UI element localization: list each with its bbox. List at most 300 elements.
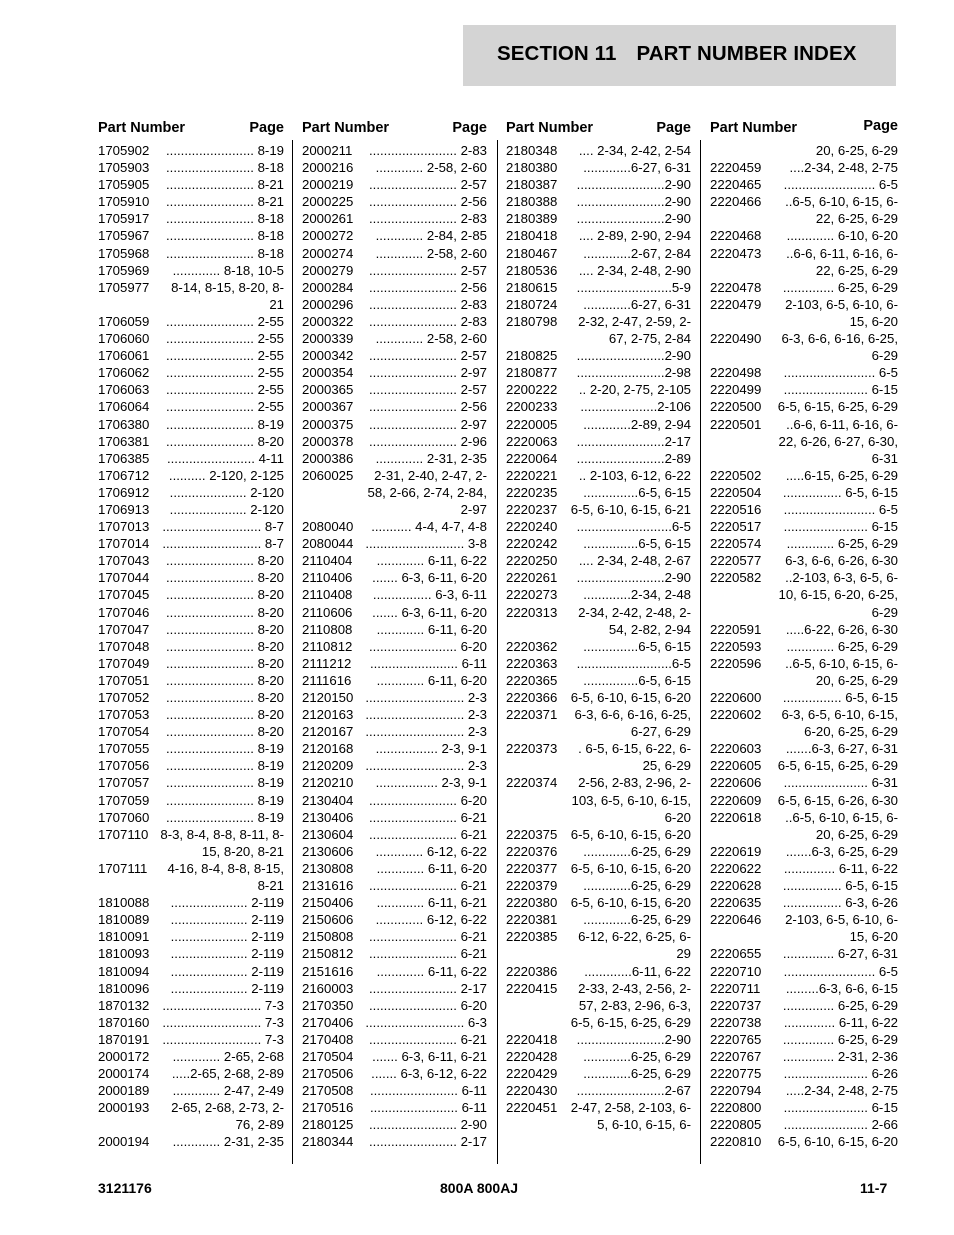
page-references: ................ 6-3, 6-11 — [372, 587, 487, 603]
index-entry — [710, 398, 898, 415]
part-number: 1706059 — [98, 313, 150, 329]
page-references: ........................ 6-11 — [369, 655, 487, 671]
page-references: .............6-25, 6-29 — [583, 843, 691, 859]
part-number: 2000342 — [302, 348, 354, 364]
index-entry — [98, 313, 284, 330]
index-entry — [302, 450, 487, 467]
page-references: ........................... 2-3 — [365, 690, 487, 705]
part-number: 1707047 — [98, 621, 150, 637]
index-entry — [506, 279, 691, 296]
part-number: 2220381 — [506, 912, 558, 928]
page-references: ........... 4-4, 4-7, 4-8 — [371, 519, 487, 535]
part-number: 2000378 — [302, 433, 354, 449]
part-number: 1705968 — [98, 245, 150, 261]
page-references: ........................ 8-19 — [166, 792, 284, 808]
index-entry — [710, 364, 898, 381]
page-references: ........................ 8-19 — [166, 775, 284, 791]
page-references: 6-3, 6-6, 6-16, 6-25, 6-29 — [781, 331, 898, 364]
index-entry — [710, 774, 898, 791]
page-references: ........................ 2-55 — [166, 382, 284, 398]
part-number: 2170406 — [302, 1014, 354, 1030]
index-entry — [710, 552, 898, 569]
page-references: ........................ 8-20 — [166, 672, 284, 688]
part-number: 2000365 — [302, 382, 354, 398]
page-references: ........................... 8-7 — [162, 536, 284, 552]
page-references: ........................ 6-11 — [369, 1100, 487, 1116]
page-references: ........................ 2-56 — [369, 399, 487, 415]
page-references: ............. 2-65, 2-68 — [172, 1048, 284, 1064]
page-references: ........................ 8-19 — [166, 758, 284, 774]
part-number: 2000354 — [302, 365, 354, 381]
part-number: 1810096 — [98, 980, 150, 996]
page-references: ........................ 2-56 — [369, 194, 487, 210]
index-entry — [710, 484, 898, 501]
index-entry — [506, 638, 691, 655]
part-number: 2170516 — [302, 1100, 354, 1116]
page-references: ....... 6-3, 6-11, 6-20 — [372, 570, 487, 586]
index-entry — [710, 279, 898, 296]
part-number: 1707045 — [98, 587, 150, 603]
index-entry — [302, 347, 487, 364]
page-references: ........................ 8-20 — [166, 553, 284, 569]
part-number: 2220385 — [506, 929, 558, 945]
part-number: 1706385 — [98, 450, 150, 466]
index-entry — [98, 723, 284, 740]
page-references: ......................... 6-5 — [783, 365, 898, 381]
part-number: 1707060 — [98, 809, 150, 825]
page-references: .... 2-34, 2-48, 2-67 — [578, 553, 691, 569]
part-number: 2000261 — [302, 211, 354, 227]
index-entry — [710, 381, 898, 398]
part-number: 2220235 — [506, 484, 558, 500]
page-references: ..................... 2-119 — [170, 963, 284, 979]
page-references: ..................... 2-119 — [170, 895, 284, 911]
index-entry — [506, 227, 691, 244]
page-references: 6-12, 6-22, 6-25, 6-29 — [578, 929, 691, 962]
index-entry — [302, 176, 487, 193]
index-entry — [302, 757, 487, 774]
page-references: ........................ 2-90 — [369, 1117, 487, 1133]
index-entry — [98, 364, 284, 381]
page-references: .............. 6-11, 6-22 — [783, 1014, 898, 1030]
index-entry — [506, 296, 691, 313]
part-number: 2080044 — [302, 536, 354, 552]
part-number: 2180387 — [506, 177, 558, 193]
part-number: 2220498 — [710, 365, 762, 381]
part-number: 1706062 — [98, 365, 150, 381]
part-number: 1706060 — [98, 331, 150, 347]
page-references: 2-103, 6-5, 6-10, 6-15, 6-20 — [785, 912, 898, 945]
index-entry — [302, 604, 487, 621]
page-references: ............. 6-11, 6-20 — [376, 860, 487, 876]
part-number: 1706061 — [98, 348, 150, 364]
part-number: 2000219 — [302, 177, 354, 193]
index-entry — [302, 1048, 487, 1065]
page-references: ............. 6-25, 6-29 — [786, 638, 898, 654]
page-references: ........................ 6-20 — [369, 997, 487, 1013]
index-entry — [710, 1116, 898, 1133]
index-entry — [98, 193, 284, 210]
index-entry — [710, 1082, 898, 1099]
index-entry — [98, 689, 284, 706]
part-number: 2220501 — [710, 416, 762, 432]
page-references: ................. 2-3, 9-1 — [375, 775, 487, 791]
part-number: 2170506 — [302, 1066, 354, 1082]
index-entry — [98, 245, 284, 262]
part-number: 2220376 — [506, 843, 558, 859]
index-entry — [98, 638, 284, 655]
index-entry — [98, 416, 284, 433]
index-entry — [710, 193, 898, 227]
index-entry — [506, 518, 691, 535]
index-entry — [302, 279, 487, 296]
index-entry — [98, 227, 284, 244]
index-entry — [710, 740, 898, 757]
column-header — [710, 118, 898, 138]
part-number: 2150808 — [302, 929, 354, 945]
page-references: .....................2-106 — [580, 399, 691, 415]
page-references: ........................... 6-3 — [365, 1014, 487, 1030]
part-number: 1707044 — [98, 570, 150, 586]
part-number: 2200233 — [506, 399, 558, 415]
page-references: ..........................5-9 — [576, 279, 691, 295]
index-entry — [302, 706, 487, 723]
page-references: ........................2-90 — [576, 177, 691, 193]
page-references: ....2-34, 2-48, 2-75 — [789, 160, 898, 176]
index-entry — [98, 450, 284, 467]
index-entry — [302, 740, 487, 757]
page-references: .. 2-20, 2-75, 2-105 — [578, 382, 691, 398]
part-number: 2220628 — [710, 878, 762, 894]
page-references: ........................2-90 — [576, 348, 691, 364]
part-number: 2000174 — [98, 1066, 150, 1082]
part-number: 1707046 — [98, 604, 150, 620]
page-references: ....................... 6-31 — [783, 775, 898, 791]
part-number: 2120168 — [302, 741, 354, 757]
index-entry — [710, 894, 898, 911]
index-entry — [98, 501, 284, 518]
part-number: 2110404 — [302, 553, 353, 569]
page-references: 2-31, 2-40, 2-47, 2-58, 2-66, 2-74, 2-84, 2-97 — [367, 467, 487, 517]
index-entry — [302, 843, 487, 860]
part-number: 2220371 — [506, 707, 558, 723]
part-number: 2220242 — [506, 536, 558, 552]
index-entry — [302, 1031, 487, 1048]
part-number: 2000225 — [302, 194, 354, 210]
page-references: ........................ 8-19 — [166, 741, 284, 757]
index-entry — [302, 860, 487, 877]
page-references: ........................... 2-3 — [365, 724, 487, 740]
part-number: 2130404 — [302, 792, 354, 808]
part-number: 2220602 — [710, 707, 762, 723]
part-number: 2220273 — [506, 587, 558, 603]
index-entry — [710, 176, 898, 193]
index-entry — [302, 638, 487, 655]
page-references: ........................ 8-20 — [166, 655, 284, 671]
page-references: ........................ 2-96 — [369, 433, 487, 449]
index-entry — [98, 398, 284, 415]
index-entry — [302, 1133, 487, 1150]
footer-model: 800A 800AJ — [440, 1180, 519, 1196]
page-references: ........................ 2-83 — [369, 313, 487, 329]
part-number: 1810094 — [98, 963, 150, 979]
section-title — [497, 42, 857, 66]
page-references: ............. 2-47, 2-49 — [172, 1083, 284, 1099]
page-references: ........................ 8-20 — [166, 690, 284, 705]
part-number: 2220374 — [506, 775, 558, 791]
part-number: 2220499 — [710, 382, 762, 398]
part-number: 2220516 — [710, 501, 762, 517]
part-number: 2220606 — [710, 775, 762, 791]
entry-list — [302, 142, 487, 1151]
part-number: 2000375 — [302, 416, 354, 432]
part-number: 1707048 — [98, 638, 150, 654]
part-number-heading: Part Number — [302, 120, 390, 136]
index-entry — [710, 569, 898, 620]
page-references: 8-3, 8-4, 8-8, 8-11, 8-15, 8-20, 8-21 — [160, 826, 284, 859]
page-references: 8-14, 8-15, 8-20, 8-21 — [171, 279, 284, 312]
page-references: ........................ 8-20 — [166, 433, 284, 449]
part-number: 2000211 — [302, 143, 353, 158]
part-number: 1707111 — [98, 860, 148, 876]
index-entry — [98, 569, 284, 586]
column-header — [302, 118, 487, 138]
part-number: 2000386 — [302, 450, 354, 466]
part-number: 2130808 — [302, 860, 354, 876]
index-entry — [302, 894, 487, 911]
index-entry — [302, 1082, 487, 1099]
index-entry — [710, 1014, 898, 1031]
page-references: 2-34, 2-42, 2-48, 2-54, 2-82, 2-94 — [578, 604, 691, 637]
index-entry — [98, 928, 284, 945]
part-number: 2220468 — [710, 228, 762, 244]
index-entry — [98, 1048, 284, 1065]
index-entry — [302, 911, 487, 928]
index-entry — [506, 484, 691, 501]
page-references: ..................... 2-119 — [170, 929, 284, 945]
page-references: .............2-67, 2-84 — [583, 245, 691, 261]
part-number: 2220451 — [506, 1100, 558, 1116]
part-number: 2000279 — [302, 262, 354, 278]
entry-list — [506, 142, 691, 1133]
page-references: .............. 6-11, 6-22 — [783, 860, 898, 876]
page-references: ....... 6-3, 6-11, 6-20 — [372, 604, 487, 620]
page-references: ........................... 7-3 — [162, 1014, 284, 1030]
part-number: 2130606 — [302, 843, 354, 859]
index-entry — [506, 142, 691, 159]
index-entry — [710, 911, 898, 945]
page-references: ....................... 6-26 — [783, 1066, 898, 1082]
page-references: 6-3, 6-6, 6-26, 6-30 — [785, 553, 898, 569]
part-number: 2220380 — [506, 895, 558, 911]
part-number: 1706064 — [98, 399, 150, 415]
index-entry — [98, 655, 284, 672]
page-references: .....2-34, 2-48, 2-75 — [785, 1083, 898, 1099]
part-number: 2110808 — [302, 621, 353, 637]
part-number: 2220466 — [710, 194, 762, 210]
page-references: ........................ 8-19 — [166, 809, 284, 825]
part-number: 2000296 — [302, 296, 354, 312]
page-references: ........................ 2-55 — [166, 348, 284, 364]
index-entry — [98, 279, 284, 313]
page-references: ............. 2-58, 2-60 — [375, 331, 487, 347]
page-references: ........................2-90 — [576, 1031, 691, 1047]
part-number — [710, 142, 772, 159]
part-number: 1707110 — [98, 826, 149, 842]
part-number: 2220429 — [506, 1066, 558, 1082]
page-references: ........................ 8-20 — [166, 638, 284, 654]
part-number: 2220465 — [710, 177, 762, 193]
part-number: 1707057 — [98, 775, 150, 791]
index-entry — [302, 1014, 487, 1031]
part-number: 2151616 — [302, 963, 354, 979]
page-references: ........................2-90 — [576, 194, 691, 210]
part-number: 2220502 — [710, 467, 762, 483]
page-references: ........................ 8-20 — [166, 570, 284, 586]
index-entry — [506, 740, 691, 774]
part-number: 2220377 — [506, 860, 558, 876]
part-number: 2060025 — [302, 467, 354, 483]
part-number: 2220655 — [710, 946, 762, 962]
index-entry — [302, 569, 487, 586]
index-entry — [98, 552, 284, 569]
page-references: ..2-103, 6-3, 6-5, 6-10, 6-15, 6-20, 6-25, 6-29 — [778, 570, 898, 620]
page-references: ........................... 8-7 — [162, 519, 284, 535]
part-number: 2000322 — [302, 313, 354, 329]
section-number: SECTION 11 — [497, 42, 617, 65]
page-references: .............6-11, 6-22 — [584, 963, 691, 979]
page-references: .....2-65, 2-68, 2-89 — [171, 1066, 284, 1082]
part-number: 2111212 — [302, 655, 352, 671]
part-number: 1705967 — [98, 228, 150, 244]
index-entry — [506, 347, 691, 364]
part-number: 2180344 — [302, 1134, 354, 1150]
index-entry — [302, 945, 487, 962]
index-entry — [302, 416, 487, 433]
page-references: ........................... 2-3 — [365, 758, 487, 774]
index-entry — [302, 518, 487, 535]
page-references: ........................ 8-19 — [166, 143, 284, 158]
index-entry — [506, 467, 691, 484]
page-references: ........................ 4-11 — [166, 450, 284, 466]
part-number: 1707056 — [98, 758, 150, 774]
page-heading: Page — [452, 120, 487, 136]
page-references: ................ 6-5, 6-15 — [782, 690, 898, 705]
index-entry — [98, 142, 284, 159]
index-entry — [710, 142, 898, 159]
part-number: 2220618 — [710, 809, 762, 825]
page-references: 6-5, 6-10, 6-15, 6-21 — [570, 501, 691, 517]
index-entry — [506, 980, 691, 1031]
index-entry — [506, 193, 691, 210]
part-number: 2111616 — [302, 672, 352, 688]
part-number: 2170504 — [302, 1048, 354, 1064]
index-entry — [710, 296, 898, 330]
page-references: ........................ 2-56 — [369, 279, 487, 295]
part-number: 2170350 — [302, 997, 354, 1013]
page-references: 6-5, 6-10, 6-15, 6-20 — [777, 1134, 898, 1150]
index-entry — [506, 433, 691, 450]
part-number: 1706912 — [98, 484, 150, 500]
index-entry — [302, 809, 487, 826]
page-references: ..6-5, 6-10, 6-15, 6-20, 6-25, 6-29 — [785, 809, 898, 842]
page-references: ..................... 2-120 — [169, 501, 284, 517]
page-references: .......6-3, 6-27, 6-31 — [785, 741, 898, 757]
page-references: ....... 6-3, 6-12, 6-22 — [371, 1066, 487, 1082]
part-number: 1707049 — [98, 655, 150, 671]
index-entry — [302, 1065, 487, 1082]
part-number: 2220490 — [710, 331, 762, 347]
part-number: 2180467 — [506, 245, 558, 261]
part-number: 2000339 — [302, 331, 354, 347]
index-entry — [710, 655, 898, 689]
index-entry — [506, 398, 691, 415]
part-number: 1707051 — [98, 672, 150, 688]
page-references: ........................ 6-21 — [369, 929, 487, 945]
part-number: 1810091 — [98, 929, 150, 945]
page-references: 2-32, 2-47, 2-59, 2-67, 2-75, 2-84 — [578, 313, 691, 347]
part-number: 2220418 — [506, 1031, 558, 1047]
page-references: ........................2-90 — [576, 570, 691, 586]
index-entry — [506, 245, 691, 262]
index-entry — [98, 774, 284, 791]
page-references: ........................ 8-20 — [166, 587, 284, 603]
part-number: 1707053 — [98, 707, 150, 723]
page-references: ...............6-5, 6-15 — [583, 536, 691, 552]
page-references: ............. 6-12, 6-22 — [375, 843, 487, 859]
page-references: .............. 6-25, 6-29 — [782, 997, 898, 1013]
part-number: 2220428 — [506, 1048, 558, 1064]
page-references: ........................ 2-17 — [369, 980, 487, 996]
index-entry — [302, 193, 487, 210]
page-references: ........................ 6-21 — [369, 826, 487, 842]
page-heading: Page — [249, 120, 284, 136]
index-entry — [98, 262, 284, 279]
index-entry — [506, 672, 691, 689]
index-entry — [506, 262, 691, 279]
page-references: ...............6-5, 6-15 — [583, 672, 691, 688]
part-number: 2220363 — [506, 655, 558, 671]
part-number: 2220430 — [506, 1083, 558, 1099]
index-entry — [710, 980, 898, 997]
part-number: 2220064 — [506, 450, 558, 466]
page-references: ........................ 8-20 — [166, 707, 284, 723]
page-references: ........................... 2-3 — [365, 707, 487, 723]
part-number: 1705969 — [98, 262, 150, 278]
page-references: ................ 6-5, 6-15 — [782, 484, 898, 500]
index-entry — [98, 860, 284, 894]
page-references: ............. 6-25, 6-29 — [786, 536, 898, 552]
part-number: 1705902 — [98, 143, 150, 158]
page-heading: Page — [863, 118, 898, 134]
index-entry — [98, 792, 284, 809]
page-references: ........................ 6-21 — [369, 878, 487, 894]
part-number: 1706380 — [98, 416, 150, 432]
part-number: 2120210 — [302, 775, 354, 791]
part-number: 2220005 — [506, 416, 558, 432]
page-references: .............. 6-25, 6-29 — [782, 279, 898, 295]
index-entry — [98, 945, 284, 962]
part-number: 2220775 — [710, 1066, 762, 1082]
page-references: .............6-27, 6-31 — [583, 160, 691, 176]
index-entry — [710, 757, 898, 774]
part-number: 2200222 — [506, 382, 558, 398]
page-references: ........................ 6-21 — [369, 946, 487, 962]
part-number: 2220738 — [710, 1014, 762, 1030]
page-references: ............. 6-11, 6-20 — [376, 672, 487, 688]
part-number: 2220609 — [710, 792, 762, 808]
part-number: 1810089 — [98, 912, 150, 928]
